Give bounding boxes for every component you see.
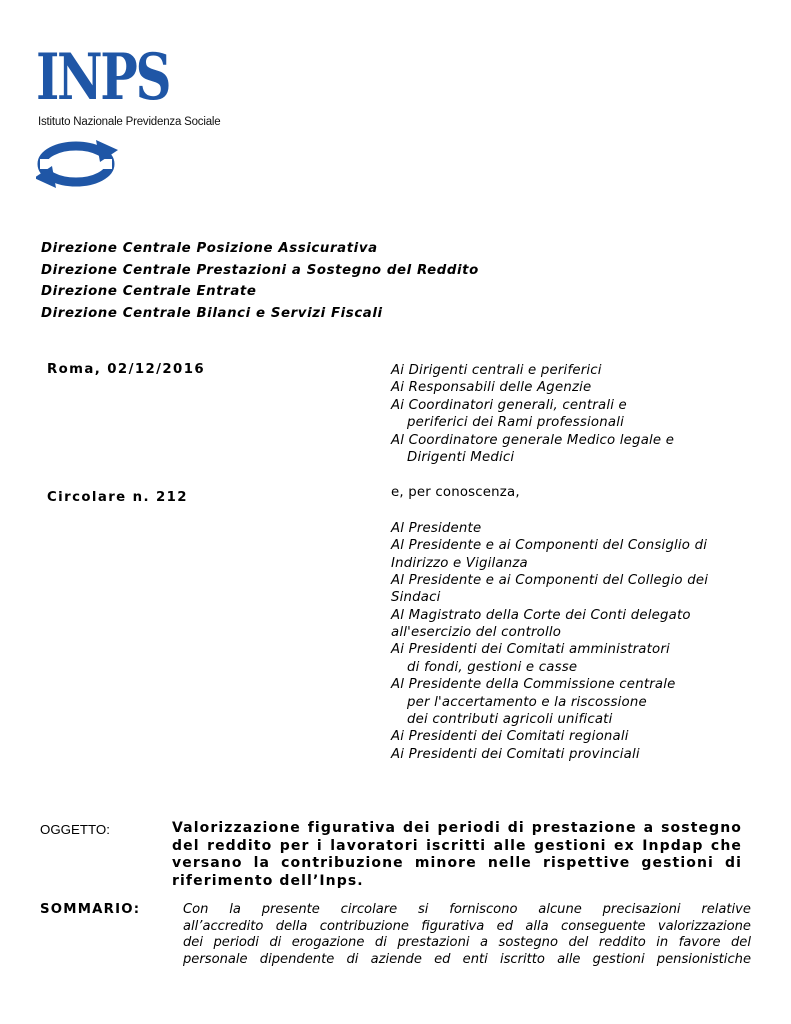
direzione-item: Direzione Centrale Posizione Assicurativa	[41, 241, 378, 256]
cc-line: dei contributi agricoli unificati	[407, 712, 613, 728]
recipient-line: Ai Responsabili delle Agenzie	[391, 380, 592, 396]
sommario-line: dei periodi di erogazione di prestazioni a sostegno del reddito in favore del	[183, 935, 751, 951]
oggetto-label: OGGETTO:	[40, 822, 110, 837]
cc-line: Sindaci	[391, 590, 441, 606]
oggetto-text: Valorizzazione figurativa dei periodi di prestazione a sostegno del reddito per i lavoratori iscritti alle gestioni ex Inpdap che versano la contribuzione minore nelle rispettive gestioni di riferimento dell’Inps.	[172, 820, 742, 889]
cc-intro: e, per conoscenza,	[391, 485, 520, 501]
sommario-line: Con la presente circolare si forniscono alcune precisazioni relative	[183, 902, 751, 917]
inps-arrows-icon	[36, 138, 120, 190]
recipient-line: Ai Dirigenti centrali e periferici	[391, 363, 602, 378]
cc-line: Al Presidente e ai Componenti del Collegio dei	[391, 572, 709, 588]
sommario-text	[183, 902, 751, 968]
recipient-line: Ai Coordinatori generali, centrali e	[391, 397, 627, 413]
cc-line: di fondi, gestioni e casse	[407, 659, 578, 675]
cc-line: Ai Presidenti dei Comitati provinciali	[391, 746, 640, 762]
direzione-item: Direzione Centrale Entrate	[41, 284, 257, 299]
cc-line: Al Magistrato della Corte dei Conti delegato	[391, 607, 691, 623]
direzione-item: Direzione Centrale Prestazioni a Sostegno del Reddito	[41, 262, 479, 278]
direzione-item: Direzione Centrale Bilanci e Servizi Fiscali	[41, 305, 383, 321]
cc-line: Al Presidente e ai Componenti del Consiglio di	[391, 538, 708, 554]
logo-subtitle: Istituto Nazionale Previdenza Sociale	[38, 116, 221, 128]
recipient-line: Dirigenti Medici	[407, 449, 515, 465]
circolare-number: Circolare n. 212	[47, 490, 188, 505]
cc-line: Indirizzo e Vigilanza	[391, 555, 528, 571]
recipient-line: periferici dei Rami professionali	[407, 415, 624, 431]
sommario-line: all’accredito della contribuzione figurativa ed alla conseguente valorizzazione	[183, 918, 751, 934]
logo-wordmark: INPS	[36, 40, 170, 115]
direzioni-list	[41, 238, 479, 324]
recipient-line: Al Coordinatore generale Medico legale e	[391, 432, 675, 448]
cc-line: Al Presidente	[391, 520, 482, 536]
cc-line: all'esercizio del controllo	[391, 625, 562, 641]
sommario-line: personale dipendente di aziende ed enti iscritto alle gestioni pensionistiche	[183, 951, 751, 967]
cc-line: Ai Presidenti dei Comitati regionali	[391, 729, 629, 745]
recipients-list	[391, 362, 708, 763]
sommario-label: SOMMARIO:	[40, 902, 141, 917]
place-date: Roma, 02/12/2016	[47, 362, 206, 377]
cc-line: Ai Presidenti dei Comitati amministratori	[391, 642, 670, 658]
cc-line: Al Presidente della Commissione centrale	[391, 677, 676, 693]
inps-logo	[36, 40, 256, 196]
cc-line: per l'accertamento e la riscossione	[407, 694, 647, 710]
